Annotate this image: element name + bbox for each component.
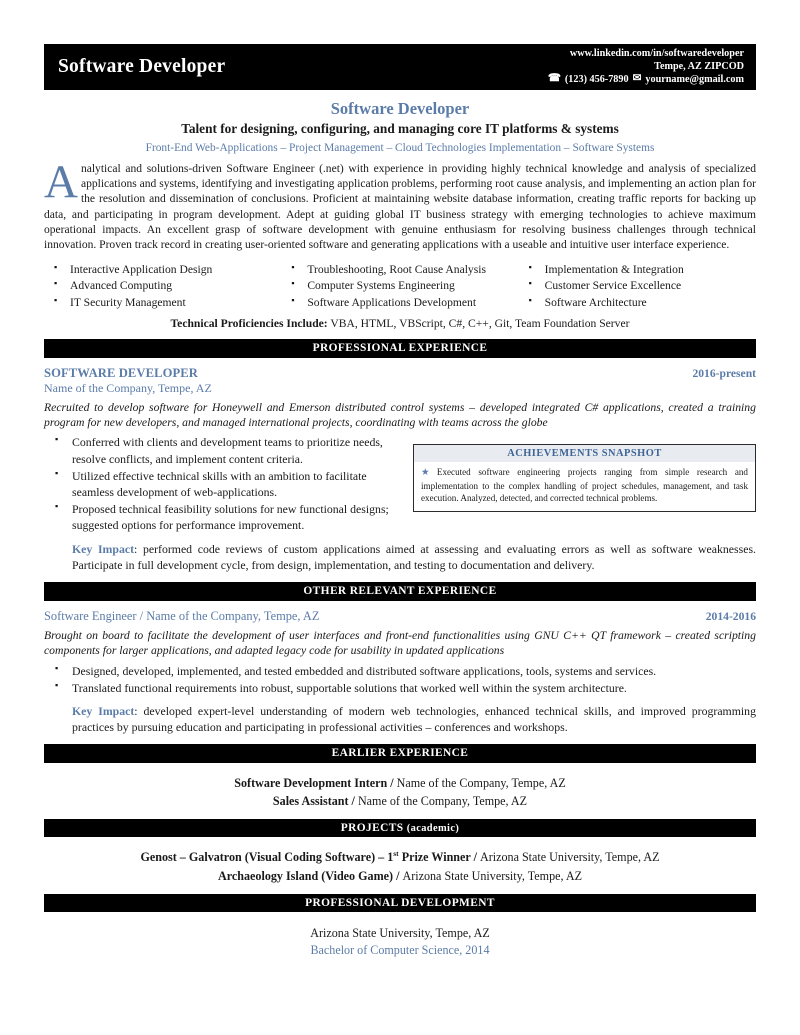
- separator: /: [348, 793, 358, 808]
- job1-body: [44, 430, 756, 534]
- job2-role-company: [44, 609, 319, 624]
- project-name: Archaeology Island (Video Game): [218, 868, 394, 883]
- job2-dates: 2014-2016: [705, 609, 756, 623]
- tech-value: VBA, HTML, VBScript, C#, C++, Git, Team Foundation Server: [330, 317, 630, 331]
- earlier-role: Sales Assistant: [272, 793, 349, 808]
- project-name: Genost – Galvatron (Visual Coding Software) – 1: [140, 850, 394, 865]
- job2-heading: [44, 609, 756, 624]
- summary-text: nalytical and solutions-driven Software Engineer (.net) with experience in providing highly technical knowledge and analysis of specialized applications and systems, identifying and investigating application problems, performing root cause analysis, and implementing an action plan for the resolution and dissemination of conclusions. Proficient at maintaining website database information, creating traffic reports for backing up data, and participating in program development. Adept at guiding global IT business strategy with emerging technologies to achieve maximum operational impacts. An excellent grasp of software development with genuine enthusiasm for resolving business challenges through technical innovation. Proven track record in creating user-oriented software and generating applications with a useable and intuitive user interface experience.: [44, 162, 756, 252]
- list-item: ▪ Computer Systems Engineering: [285, 278, 518, 294]
- job2-key-impact: [44, 703, 756, 735]
- projects-list: [44, 848, 756, 884]
- list-item: [44, 867, 756, 885]
- achievements-text: Executed software engineering projects ranging from simple research and implementation to the complex handling of project schedules, management, and task execution. Analyzed, detected, and corrected technical problems.: [421, 467, 748, 504]
- earlier-role: Software Development Intern: [234, 775, 388, 790]
- list-item: ▪ Customer Service Excellence: [523, 278, 756, 294]
- resume-header: [44, 44, 756, 90]
- list-item: [44, 774, 756, 792]
- job2-separator: /: [136, 608, 147, 623]
- drop-cap: A: [44, 155, 78, 208]
- core-competencies: [44, 262, 756, 311]
- candidate-name: Software Developer: [58, 55, 226, 77]
- achievements-wrap: [404, 430, 756, 511]
- job1-bullets-wrap: [44, 430, 404, 534]
- list-item: ▪ Conferred with clients and development teams to prioritize needs, resolve conflicts, and implement content criteria.: [44, 434, 404, 466]
- separator: /: [393, 868, 403, 883]
- job2-blurb: Brought on board to facilitate the development of user interfaces and front-end functionalities using GNU C++ QT framework – created scripting components for larger applications, and adapted legacy code for usability in updated applications: [44, 628, 756, 658]
- job2-company: Name of the Company, Tempe, AZ: [146, 608, 320, 623]
- summary-paragraph: [44, 155, 756, 254]
- separator: /: [387, 775, 397, 790]
- skills-column-1: [44, 262, 281, 311]
- specialties-line: Front-End Web-Applications – Project Management – Cloud Technologies Implementation – Software Systems: [145, 142, 655, 155]
- tech-label: Technical Proficiencies Include:: [170, 317, 328, 331]
- list-item: ▪ Designed, developed, implemented, and tested embedded and distributed software applications, tools, systems and services.: [44, 663, 756, 679]
- job1-dates: 2016-present: [692, 366, 756, 380]
- education-block: [44, 925, 756, 959]
- ordinal-suffix: st: [393, 849, 399, 859]
- list-item: [44, 792, 756, 810]
- location-text: Tempe, AZ ZIPCOD: [654, 60, 744, 72]
- job1-company: Name of the Company, Tempe, AZ: [44, 380, 212, 395]
- job1-blurb: Recruited to develop software for Honeywell and Emerson distributed control systems – developed integrated C# applications, created a training program for new developers, and managed international projects, coordinating with teams across the globe: [44, 400, 756, 430]
- page-title: Software Developer: [330, 99, 470, 118]
- job1-heading: [44, 366, 756, 381]
- technical-proficiencies: [44, 317, 756, 330]
- star-icon: ★: [421, 468, 435, 479]
- project-org: Arizona State University, Tempe, AZ: [479, 850, 660, 865]
- section-header-earlier-experience: EARLIER EXPERIENCE: [44, 744, 756, 763]
- skills-column-3: [519, 262, 756, 311]
- list-item: ▪ Software Architecture: [523, 295, 756, 311]
- separator: /: [470, 850, 480, 865]
- list-item: ▪ Utilized effective technical skills with an ambition to facilitate seamless development of web-applications.: [44, 468, 404, 500]
- projects-sublabel: (academic): [406, 822, 460, 834]
- list-item: [44, 848, 756, 866]
- list-item: ▪ Troubleshooting, Root Cause Analysis: [285, 262, 518, 278]
- title-block: [44, 99, 756, 156]
- key-impact-label: Key Impact: [72, 704, 135, 719]
- achievements-title: ACHIEVEMENTS SNAPSHOT: [414, 445, 755, 462]
- key-impact-label: Key Impact: [72, 542, 135, 557]
- list-item: ▪ Proposed technical feasibility solutions for new functional designs; suggested options for performance improvement.: [44, 501, 404, 533]
- contact-block: [548, 47, 744, 86]
- job1-key-impact: [44, 541, 756, 573]
- section-header-professional-experience: PROFESSIONAL EXPERIENCE: [44, 339, 756, 358]
- section-header-professional-development: PROFESSIONAL DEVELOPMENT: [44, 894, 756, 913]
- skills-column-2: [281, 262, 518, 311]
- section-header-other-relevant-experience: OTHER RELEVANT EXPERIENCE: [44, 582, 756, 601]
- projects-label: PROJECTS: [340, 821, 404, 834]
- key-impact-text: : developed expert-level understanding of modern web technologies, enhanced technical skills, and improved programming practices by pursuing education and participating in professional activities – conferences and workshops.: [72, 704, 756, 735]
- envelope-icon: ✉: [632, 73, 642, 85]
- job1-role: SOFTWARE DEVELOPER: [44, 365, 199, 380]
- linkedin-url[interactable]: www.linkedin.com/in/softwaredeveloper: [569, 47, 744, 59]
- earlier-experience-list: [44, 774, 756, 810]
- achievements-text-wrap: [414, 462, 755, 510]
- job2-role: Software Engineer: [44, 608, 137, 623]
- project-org: Arizona State University, Tempe, AZ: [402, 868, 582, 883]
- earlier-company: Name of the Company, Tempe, AZ: [396, 775, 566, 790]
- list-item: ▪ Implementation & Integration: [523, 262, 756, 278]
- key-impact-text: : performed code reviews of custom applications aimed at assessing and evaluating errors as well as software weaknesses. Participate in full development cycle, from design, implementation, and testing to documentation and delivery.: [72, 542, 756, 573]
- project-award: Prize Winner: [398, 850, 471, 865]
- list-item: ▪ Software Applications Development: [285, 295, 518, 311]
- list-item: ▪ Advanced Computing: [48, 278, 281, 294]
- tagline: Talent for designing, configuring, and managing core IT platforms & systems: [181, 120, 619, 136]
- phone-number[interactable]: (123) 456-7890: [564, 74, 629, 86]
- phone-icon: ☎: [547, 73, 561, 85]
- list-item: ▪ IT Security Management: [48, 295, 281, 311]
- phone-email-line: [548, 73, 744, 86]
- earlier-company: Name of the Company, Tempe, AZ: [357, 793, 528, 808]
- achievements-snapshot-box: [413, 444, 756, 511]
- email-address[interactable]: yourname@gmail.com: [645, 74, 744, 86]
- list-item: ▪ Interactive Application Design: [48, 262, 281, 278]
- education-school: Arizona State University, Tempe, AZ: [310, 926, 490, 941]
- job2-bullets: [44, 663, 756, 696]
- section-header-projects: [44, 819, 756, 838]
- list-item: ▪ Translated functional requirements into robust, supportable solutions that worked well within the system architecture.: [44, 680, 756, 696]
- education-degree: Bachelor of Computer Science, 2014: [310, 943, 490, 958]
